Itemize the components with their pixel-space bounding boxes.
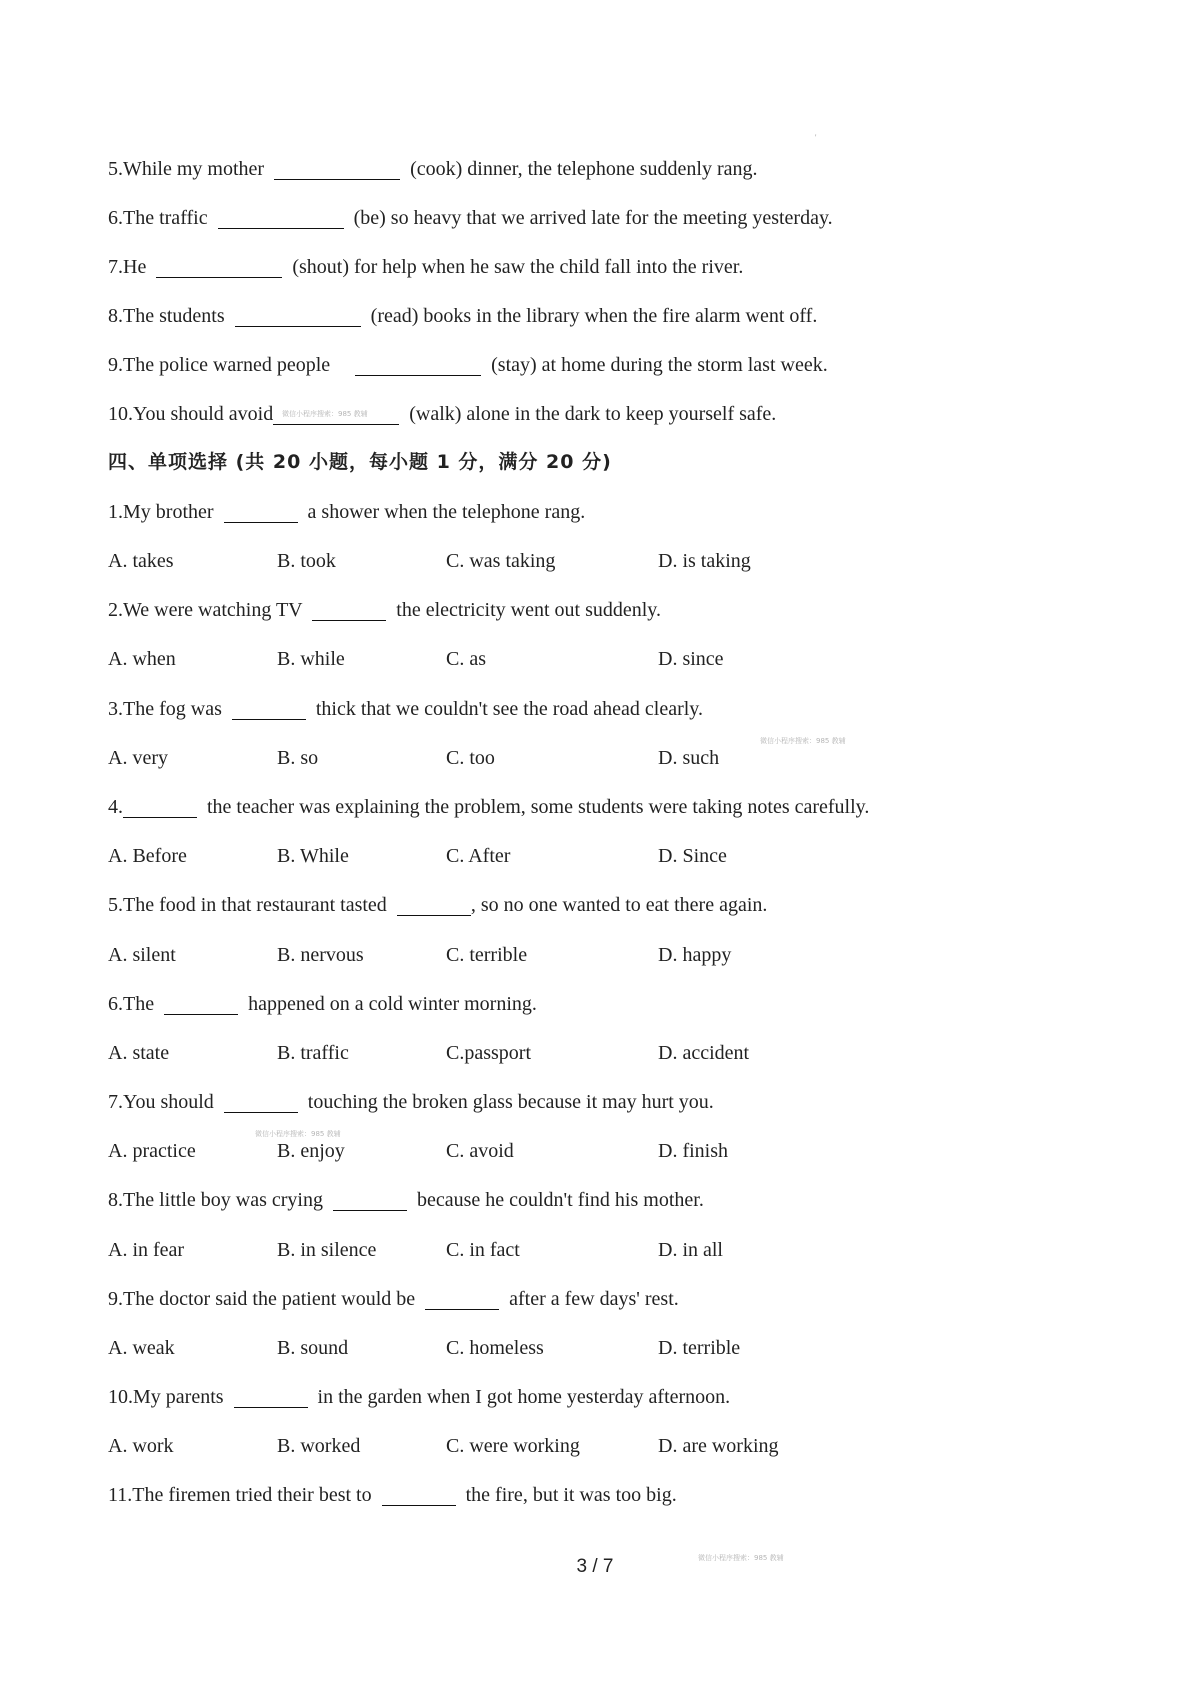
option-d[interactable]: D. in all bbox=[658, 1239, 723, 1261]
fill-in-question-10 bbox=[108, 402, 776, 426]
option-b[interactable]: B. nervous bbox=[277, 944, 364, 966]
page-number: 3 / 7 bbox=[576, 1556, 614, 1577]
option-d[interactable]: D. Since bbox=[658, 845, 727, 867]
option-a[interactable]: A. very bbox=[108, 747, 168, 769]
question-text-after: , so no one wanted to eat there again. bbox=[470, 894, 768, 916]
mc-question-2 bbox=[108, 598, 661, 622]
mc-question-4 bbox=[108, 795, 869, 819]
question-text-before: 4. bbox=[108, 796, 123, 818]
question-text-after: in the garden when I got home yesterday afternoon. bbox=[317, 1386, 731, 1408]
answer-blank bbox=[164, 994, 238, 1015]
option-c[interactable]: C. as bbox=[446, 648, 486, 670]
mc-question-1 bbox=[108, 500, 585, 524]
watermark: 微信小程序搜索：985 教辅 bbox=[255, 1130, 341, 1138]
mc-question-9 bbox=[108, 1287, 679, 1311]
option-c[interactable]: C. too bbox=[446, 747, 495, 769]
question-text-before: 3.The fog was bbox=[108, 698, 222, 720]
option-d[interactable]: D. terrible bbox=[658, 1337, 741, 1359]
option-d[interactable]: D. such bbox=[658, 747, 720, 769]
question-text-after: touching the broken glass because it may hurt you. bbox=[307, 1091, 714, 1113]
answer-blank bbox=[235, 306, 361, 327]
question-text-before: 10.You should avoid bbox=[108, 403, 274, 425]
option-c[interactable]: C. were working bbox=[446, 1435, 580, 1457]
fill-in-question-6 bbox=[108, 206, 833, 230]
question-text-after: (shout) for help when he saw the child fall into the river. bbox=[292, 256, 744, 278]
option-d[interactable]: D. is taking bbox=[658, 550, 751, 572]
question-text-before: 10.My parents bbox=[108, 1386, 224, 1408]
option-c[interactable]: C. After bbox=[446, 845, 511, 867]
option-a[interactable]: A. silent bbox=[108, 944, 176, 966]
option-b[interactable]: B. so bbox=[277, 747, 319, 769]
watermark: 微信小程序搜索：985 教辅 bbox=[698, 1554, 784, 1562]
fill-in-question-7 bbox=[108, 255, 743, 279]
option-b[interactable]: B. took bbox=[277, 550, 336, 572]
option-b[interactable]: B. in silence bbox=[277, 1239, 377, 1261]
option-d[interactable]: D. finish bbox=[658, 1140, 728, 1162]
option-d[interactable]: D. happy bbox=[658, 944, 732, 966]
question-text-after: a shower when the telephone rang. bbox=[307, 501, 586, 523]
answer-blank bbox=[234, 1387, 308, 1408]
question-text-before: 9.The police warned people bbox=[108, 354, 331, 376]
answer-blank bbox=[312, 600, 386, 621]
question-text-before: 6.The bbox=[108, 993, 155, 1015]
question-text-after: the fire, but it was too big. bbox=[465, 1484, 677, 1506]
question-text-after: after a few days' rest. bbox=[509, 1288, 679, 1310]
option-a[interactable]: A. weak bbox=[108, 1337, 175, 1359]
question-text-before: 5.While my mother bbox=[108, 158, 265, 180]
question-text-before: 9.The doctor said the patient would be bbox=[108, 1288, 416, 1310]
answer-blank bbox=[382, 1485, 456, 1506]
fill-in-question-5 bbox=[108, 157, 758, 181]
option-c[interactable]: C.passport bbox=[446, 1042, 531, 1064]
option-a[interactable]: A. work bbox=[108, 1435, 174, 1457]
option-c[interactable]: C. homeless bbox=[446, 1337, 544, 1359]
answer-blank bbox=[333, 1190, 407, 1211]
mc-question-6 bbox=[108, 992, 537, 1016]
question-text-before: 1.My brother bbox=[108, 501, 214, 523]
question-text-before: 8.The little boy was crying bbox=[108, 1189, 323, 1211]
option-d[interactable]: D. since bbox=[658, 648, 724, 670]
mc-question-10 bbox=[108, 1385, 730, 1409]
mc-question-3 bbox=[108, 697, 703, 721]
fill-in-question-8 bbox=[108, 304, 817, 328]
option-a[interactable]: A. Before bbox=[108, 845, 187, 867]
option-a[interactable]: A. practice bbox=[108, 1140, 196, 1162]
option-c[interactable]: C. was taking bbox=[446, 550, 556, 572]
question-text-after: (walk) alone in the dark to keep yourself safe. bbox=[409, 403, 777, 425]
mc-question-8 bbox=[108, 1188, 704, 1212]
option-d[interactable]: D. are working bbox=[658, 1435, 779, 1457]
option-b[interactable]: B. worked bbox=[277, 1435, 361, 1457]
tick-mark: ' bbox=[815, 133, 817, 142]
question-text-before: 5.The food in that restaurant tasted bbox=[108, 894, 387, 916]
answer-blank bbox=[224, 502, 298, 523]
answer-blank bbox=[355, 355, 481, 376]
question-text-after: because he couldn't find his mother. bbox=[416, 1189, 704, 1211]
option-b[interactable]: B. While bbox=[277, 845, 349, 867]
question-text-after: thick that we couldn't see the road ahead clearly. bbox=[315, 698, 703, 720]
answer-blank bbox=[425, 1289, 499, 1310]
option-b[interactable]: B. while bbox=[277, 648, 345, 670]
watermark: 微信小程序搜索：985 教辅 bbox=[760, 737, 846, 745]
question-text-after: (cook) dinner, the telephone suddenly rang. bbox=[410, 158, 758, 180]
option-b[interactable]: B. enjoy bbox=[277, 1140, 345, 1162]
fill-in-question-9 bbox=[108, 353, 828, 377]
question-text-before: 7.He bbox=[108, 256, 147, 278]
question-text-before: 6.The traffic bbox=[108, 207, 208, 229]
option-c[interactable]: C. avoid bbox=[446, 1140, 514, 1162]
watermark: 微信小程序搜索：985 教辅 bbox=[282, 410, 368, 418]
option-a[interactable]: A. state bbox=[108, 1042, 170, 1064]
answer-blank bbox=[232, 699, 306, 720]
answer-blank bbox=[156, 257, 282, 278]
question-text-after: (stay) at home during the storm last week. bbox=[491, 354, 828, 376]
option-c[interactable]: C. terrible bbox=[446, 944, 528, 966]
option-a[interactable]: A. takes bbox=[108, 550, 174, 572]
mc-question-5 bbox=[108, 893, 767, 917]
option-a[interactable]: A. in fear bbox=[108, 1239, 185, 1261]
option-b[interactable]: B. traffic bbox=[277, 1042, 349, 1064]
option-c[interactable]: C. in fact bbox=[446, 1239, 520, 1261]
question-text-after: the electricity went out suddenly. bbox=[396, 599, 662, 621]
mc-question-11 bbox=[108, 1483, 677, 1507]
answer-blank bbox=[218, 208, 344, 229]
answer-blank bbox=[224, 1092, 298, 1113]
option-d[interactable]: D. accident bbox=[658, 1042, 750, 1064]
question-text-before: 8.The students bbox=[108, 305, 225, 327]
question-text-after: (be) so heavy that we arrived late for the meeting yesterday. bbox=[353, 207, 833, 229]
answer-blank bbox=[123, 797, 197, 818]
question-text-after: the teacher was explaining the problem, some students were taking notes carefully. bbox=[207, 796, 870, 818]
question-text-before: 11.The firemen tried their best to bbox=[108, 1484, 372, 1506]
option-b[interactable]: B. sound bbox=[277, 1337, 349, 1359]
answer-blank bbox=[274, 159, 400, 180]
question-text-after: (read) books in the library when the fire alarm went off. bbox=[370, 305, 818, 327]
question-text-after: happened on a cold winter morning. bbox=[248, 993, 537, 1015]
mc-question-7 bbox=[108, 1090, 714, 1114]
option-a[interactable]: A. when bbox=[108, 648, 176, 670]
section-four-title: 四、单项选择 (共 20 小题，每小题 1 分，满分 20 分) bbox=[108, 451, 612, 473]
answer-blank bbox=[397, 895, 471, 916]
question-text-before: 2.We were watching TV bbox=[108, 599, 303, 621]
question-text-before: 7.You should bbox=[108, 1091, 214, 1113]
